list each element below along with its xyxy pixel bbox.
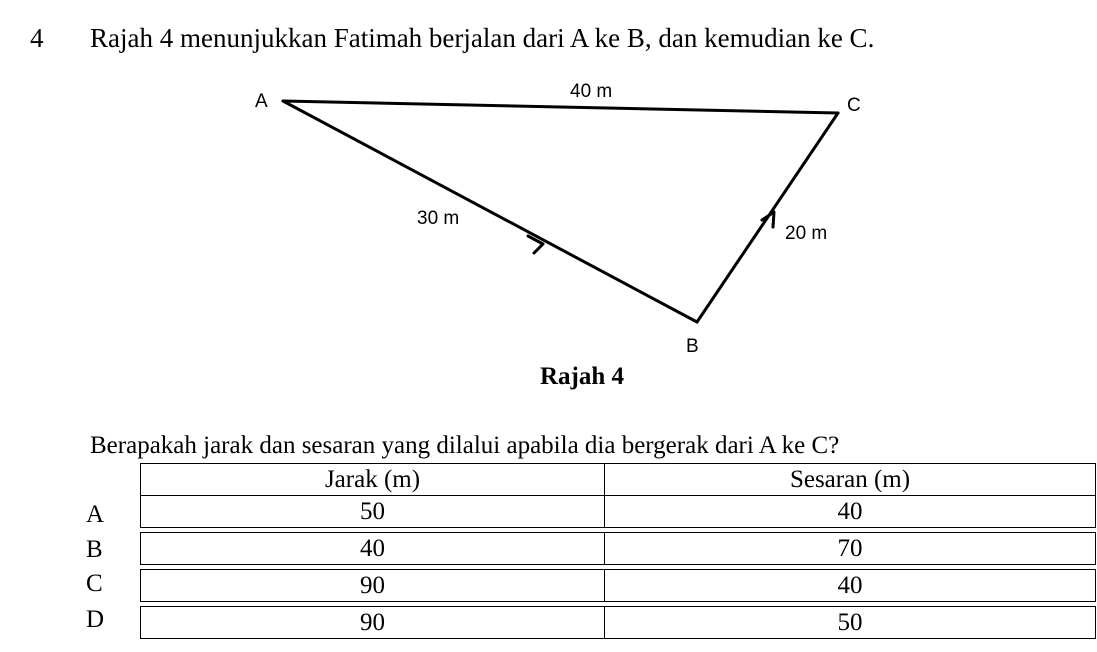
side-ab [283, 101, 697, 322]
option-letter-b: B [86, 536, 103, 563]
point-c-label: C [847, 95, 861, 116]
sesaran-cell-d: 50 [605, 607, 1096, 639]
point-b-label: B [686, 336, 699, 357]
question-text: Rajah 4 menunjukkan Fatimah berjalan dari A ke B, dan kemudian ke C. [90, 23, 875, 53]
header-jarak: Jarak (m) [141, 464, 605, 496]
jarak-cell-b: 40 [141, 533, 605, 565]
option-letter-a: A [86, 501, 105, 528]
table-row [141, 570, 1096, 602]
table-row [141, 496, 1096, 528]
answer-table [140, 463, 1096, 639]
question-number: 4 [30, 23, 44, 53]
length-ab-label: 30 m [417, 208, 460, 229]
length-ac-label: 40 m [570, 81, 613, 102]
option-letter-c: C [86, 570, 103, 597]
header-sesaran: Sesaran (m) [605, 464, 1096, 496]
side-ac [283, 101, 838, 113]
point-a-label: A [255, 91, 268, 112]
table-row [141, 533, 1096, 565]
diagram-caption: Rajah 4 [539, 363, 625, 390]
sesaran-cell-c: 40 [605, 570, 1096, 602]
sesaran-cell-a: 40 [605, 496, 1096, 528]
sesaran-cell-b: 70 [605, 533, 1096, 565]
jarak-cell-d: 90 [141, 607, 605, 639]
jarak-cell-a: 50 [141, 496, 605, 528]
option-letter-d: D [86, 606, 105, 633]
table-row [141, 607, 1096, 639]
jarak-cell-c: 90 [141, 570, 605, 602]
sub-question-text: Berapakah jarak dan sesaran yang dilalui apabila dia bergerak dari A ke C? [90, 432, 840, 459]
table-header-row [141, 464, 1096, 496]
length-bc-label: 20 m [785, 223, 828, 244]
